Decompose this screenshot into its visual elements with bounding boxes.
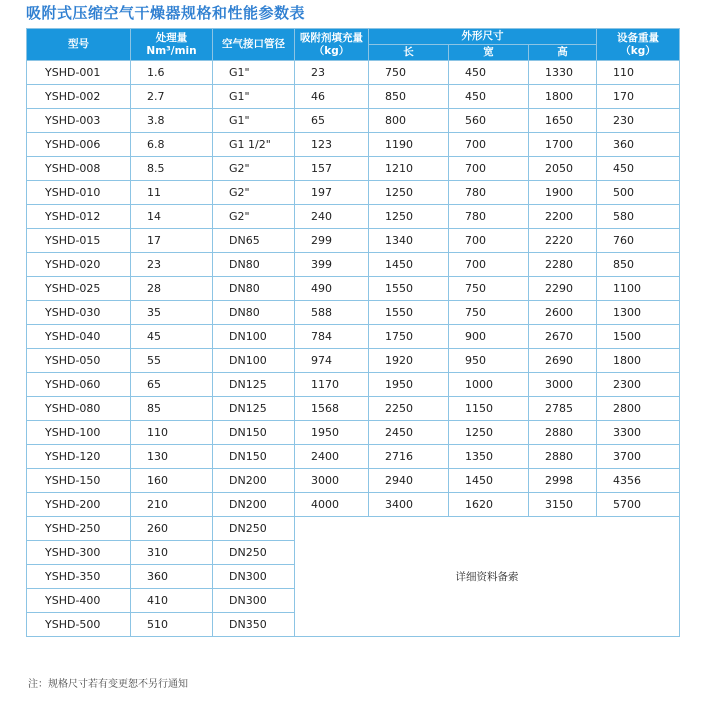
width-cell: 1250 [449,421,529,445]
table-row [27,205,680,229]
model-cell: YSHD-001 [27,61,131,85]
pipe-cell: DN300 [213,565,295,589]
capacity-cell: 14 [131,205,213,229]
weight-cell: 760 [597,229,680,253]
pipe-cell: DN250 [213,541,295,565]
pipe-cell: G1 1/2" [213,133,295,157]
weight-cell: 230 [597,109,680,133]
capacity-cell: 23 [131,253,213,277]
model-cell: YSHD-250 [27,517,131,541]
height-cell: 1330 [529,61,597,85]
adsorbent-cell: 1170 [295,373,369,397]
weight-cell: 170 [597,85,680,109]
width-cell: 1000 [449,373,529,397]
header-capacity-unit: Nm³/min [146,44,197,57]
height-cell: 2220 [529,229,597,253]
height-cell: 2880 [529,445,597,469]
table-row [27,493,680,517]
weight-cell: 580 [597,205,680,229]
capacity-cell: 160 [131,469,213,493]
width-cell: 1150 [449,397,529,421]
height-cell: 2670 [529,325,597,349]
length-cell: 3400 [369,493,449,517]
capacity-cell: 6.8 [131,133,213,157]
length-cell: 2716 [369,445,449,469]
pipe-cell: G1" [213,61,295,85]
adsorbent-cell: 23 [295,61,369,85]
pipe-cell: DN300 [213,589,295,613]
weight-cell: 1500 [597,325,680,349]
pipe-cell: DN80 [213,277,295,301]
height-cell: 2998 [529,469,597,493]
table-row [27,181,680,205]
width-cell: 700 [449,133,529,157]
width-cell: 1350 [449,445,529,469]
header-weight [597,29,680,61]
table-row [27,517,680,541]
length-cell: 1550 [369,277,449,301]
adsorbent-cell: 46 [295,85,369,109]
capacity-cell: 65 [131,373,213,397]
model-cell: YSHD-015 [27,229,131,253]
width-cell: 1450 [449,469,529,493]
height-cell: 1900 [529,181,597,205]
model-cell: YSHD-350 [27,565,131,589]
model-cell: YSHD-020 [27,253,131,277]
model-cell: YSHD-060 [27,373,131,397]
weight-cell: 3300 [597,421,680,445]
model-cell: YSHD-050 [27,349,131,373]
header-weight-unit: （kg） [620,44,656,57]
height-cell: 3000 [529,373,597,397]
capacity-cell: 210 [131,493,213,517]
model-cell: YSHD-040 [27,325,131,349]
capacity-cell: 510 [131,613,213,637]
height-cell: 2600 [529,301,597,325]
table-row [27,397,680,421]
spec-table [26,28,680,637]
weight-cell: 500 [597,181,680,205]
height-cell: 2880 [529,421,597,445]
length-cell: 800 [369,109,449,133]
pipe-cell: DN80 [213,253,295,277]
adsorbent-cell: 65 [295,109,369,133]
weight-cell: 1800 [597,349,680,373]
pipe-cell: DN150 [213,421,295,445]
header-model: 型号 [27,29,131,61]
width-cell: 700 [449,253,529,277]
width-cell: 700 [449,229,529,253]
height-cell: 1800 [529,85,597,109]
width-cell: 780 [449,181,529,205]
length-cell: 1210 [369,157,449,181]
adsorbent-cell: 588 [295,301,369,325]
pipe-cell: G1" [213,109,295,133]
pipe-cell: G2" [213,157,295,181]
adsorbent-cell: 4000 [295,493,369,517]
table-row [27,85,680,109]
header-adsorbent-unit: （kg） [313,44,350,57]
table-row [27,301,680,325]
capacity-cell: 410 [131,589,213,613]
capacity-cell: 85 [131,397,213,421]
table-row [27,373,680,397]
height-cell: 2200 [529,205,597,229]
model-cell: YSHD-080 [27,397,131,421]
pipe-cell: G2" [213,205,295,229]
capacity-cell: 45 [131,325,213,349]
pipe-cell: G2" [213,181,295,205]
length-cell: 1340 [369,229,449,253]
adsorbent-cell: 784 [295,325,369,349]
pipe-cell: DN100 [213,349,295,373]
height-cell: 2290 [529,277,597,301]
model-cell: YSHD-010 [27,181,131,205]
width-cell: 900 [449,325,529,349]
capacity-cell: 35 [131,301,213,325]
weight-cell: 4356 [597,469,680,493]
width-cell: 450 [449,61,529,85]
height-cell: 2785 [529,397,597,421]
length-cell: 1750 [369,325,449,349]
weight-cell: 1100 [597,277,680,301]
header-height: 高 [529,45,597,61]
length-cell: 1920 [369,349,449,373]
capacity-cell: 2.7 [131,85,213,109]
length-cell: 2450 [369,421,449,445]
capacity-cell: 11 [131,181,213,205]
header-width: 宽 [449,45,529,61]
length-cell: 750 [369,61,449,85]
capacity-cell: 1.6 [131,61,213,85]
pipe-cell: DN65 [213,229,295,253]
adsorbent-cell: 299 [295,229,369,253]
header-adsorbent-label: 吸附剂填充量 [300,31,363,44]
height-cell: 2050 [529,157,597,181]
length-cell: 1190 [369,133,449,157]
length-cell: 2250 [369,397,449,421]
height-cell: 2280 [529,253,597,277]
page-title: 吸附式压缩空气干燥器规格和性能参数表 [26,4,306,22]
model-cell: YSHD-003 [27,109,131,133]
adsorbent-cell: 3000 [295,469,369,493]
weight-cell: 5700 [597,493,680,517]
table-body [27,61,680,637]
adsorbent-cell: 240 [295,205,369,229]
adsorbent-cell: 1568 [295,397,369,421]
pipe-cell: DN100 [213,325,295,349]
model-cell: YSHD-120 [27,445,131,469]
table-row [27,349,680,373]
weight-cell: 450 [597,157,680,181]
width-cell: 700 [449,157,529,181]
height-cell: 3150 [529,493,597,517]
capacity-cell: 28 [131,277,213,301]
pipe-cell: DN350 [213,613,295,637]
width-cell: 560 [449,109,529,133]
width-cell: 750 [449,301,529,325]
length-cell: 1950 [369,373,449,397]
pipe-cell: DN150 [213,445,295,469]
table-row [27,157,680,181]
pipe-cell: DN80 [213,301,295,325]
width-cell: 780 [449,205,529,229]
weight-cell: 1300 [597,301,680,325]
table-row [27,229,680,253]
width-cell: 450 [449,85,529,109]
pipe-cell: DN200 [213,493,295,517]
weight-cell: 110 [597,61,680,85]
model-cell: YSHD-150 [27,469,131,493]
pipe-cell: DN200 [213,469,295,493]
table-row [27,469,680,493]
adsorbent-cell: 974 [295,349,369,373]
capacity-cell: 110 [131,421,213,445]
weight-cell: 360 [597,133,680,157]
capacity-cell: 3.8 [131,109,213,133]
adsorbent-cell: 2400 [295,445,369,469]
table-row [27,109,680,133]
header-length: 长 [369,45,449,61]
table-row [27,325,680,349]
height-cell: 2690 [529,349,597,373]
capacity-cell: 130 [131,445,213,469]
table-row [27,253,680,277]
capacity-cell: 360 [131,565,213,589]
capacity-cell: 260 [131,517,213,541]
table-row [27,133,680,157]
width-cell: 950 [449,349,529,373]
model-cell: YSHD-300 [27,541,131,565]
model-cell: YSHD-006 [27,133,131,157]
length-cell: 1250 [369,181,449,205]
header-dimensions: 外形尺寸 [369,29,597,45]
header-weight-label: 设备重量 [617,31,660,44]
model-cell: YSHD-008 [27,157,131,181]
model-cell: YSHD-012 [27,205,131,229]
model-cell: YSHD-200 [27,493,131,517]
adsorbent-cell: 197 [295,181,369,205]
model-cell: YSHD-030 [27,301,131,325]
header-adsorbent [295,29,369,61]
details-on-request-note: 详细资料备索 [295,517,680,637]
model-cell: YSHD-025 [27,277,131,301]
table-row [27,277,680,301]
length-cell: 2940 [369,469,449,493]
adsorbent-cell: 157 [295,157,369,181]
weight-cell: 2800 [597,397,680,421]
height-cell: 1650 [529,109,597,133]
capacity-cell: 55 [131,349,213,373]
length-cell: 1250 [369,205,449,229]
adsorbent-cell: 399 [295,253,369,277]
capacity-cell: 310 [131,541,213,565]
table-row [27,61,680,85]
adsorbent-cell: 490 [295,277,369,301]
adsorbent-cell: 123 [295,133,369,157]
weight-cell: 3700 [597,445,680,469]
width-cell: 1620 [449,493,529,517]
table-row [27,445,680,469]
model-cell: YSHD-002 [27,85,131,109]
model-cell: YSHD-500 [27,613,131,637]
length-cell: 1450 [369,253,449,277]
length-cell: 1550 [369,301,449,325]
model-cell: YSHD-100 [27,421,131,445]
header-pipe: 空气接口管径 [213,29,295,61]
pipe-cell: DN125 [213,397,295,421]
header-capacity [131,29,213,61]
model-cell: YSHD-400 [27,589,131,613]
footnote: 注：规格尺寸若有变更恕不另行通知 [28,679,188,690]
pipe-cell: DN125 [213,373,295,397]
weight-cell: 850 [597,253,680,277]
capacity-cell: 8.5 [131,157,213,181]
height-cell: 1700 [529,133,597,157]
table-row [27,421,680,445]
pipe-cell: G1" [213,85,295,109]
length-cell: 850 [369,85,449,109]
adsorbent-cell: 1950 [295,421,369,445]
capacity-cell: 17 [131,229,213,253]
header-capacity-label: 处理量 [155,31,188,44]
width-cell: 750 [449,277,529,301]
pipe-cell: DN250 [213,517,295,541]
weight-cell: 2300 [597,373,680,397]
